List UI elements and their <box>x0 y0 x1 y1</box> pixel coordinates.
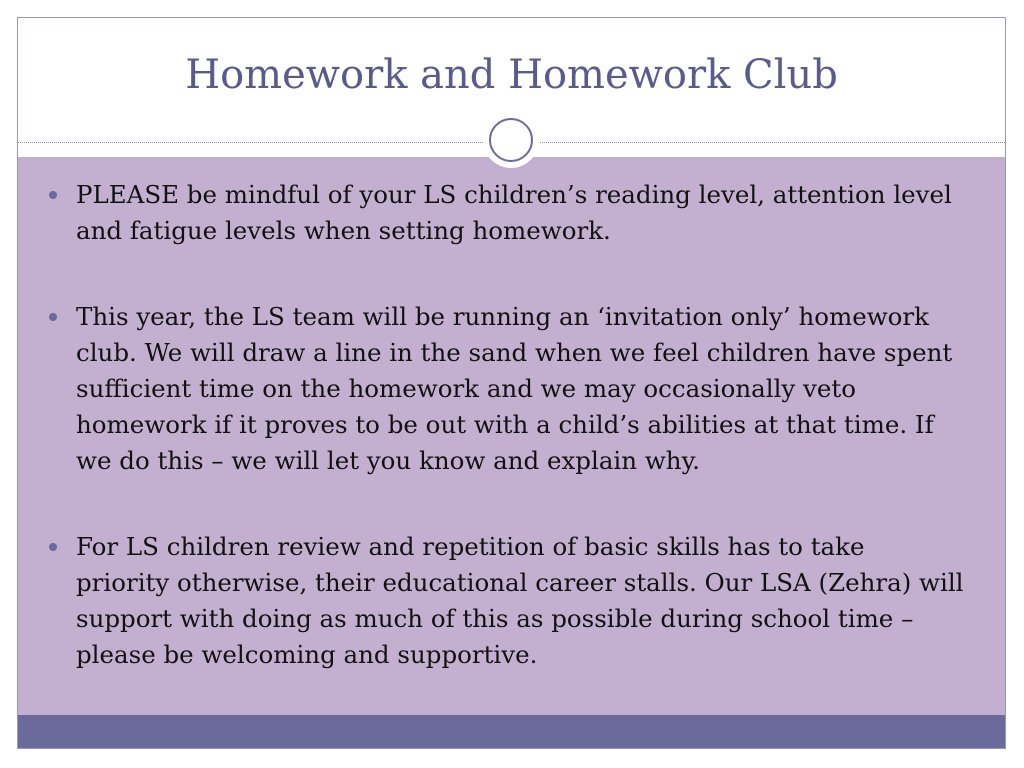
bullet-item <box>18 529 1005 673</box>
bullet-text: This year, the LS team will be running an ‘invitation only’ homework club. We will draw a line in the sand when we feel children have spent sufficient time on the homework and we may occasionally veto homework if it proves to be out with a child’s abilities at that time. If we do this – we will let you know and explain why. <box>76 302 953 475</box>
bullet-dot-icon <box>49 543 57 551</box>
bullet-dot-icon <box>49 313 57 321</box>
bullet-item <box>18 299 1005 479</box>
bullet-item <box>18 177 1005 249</box>
bullet-text: PLEASE be mindful of your LS children’s reading level, attention level and fatigue levels when setting homework. <box>76 180 952 245</box>
slide <box>17 17 1006 749</box>
ring-icon <box>483 112 539 168</box>
bullet-list <box>18 177 1005 723</box>
bullet-dot-icon <box>49 191 57 199</box>
footer-bar <box>18 715 1005 749</box>
slide-title: Homework and Homework Club <box>185 52 838 98</box>
ring-inner-circle <box>489 118 533 162</box>
bullet-text: For LS children review and repetition of basic skills has to take priority otherwise, their educational career stalls. Our LSA (Zehra) will support with doing as much of this as possible during school time – please be welcoming and supportive. <box>76 532 964 669</box>
